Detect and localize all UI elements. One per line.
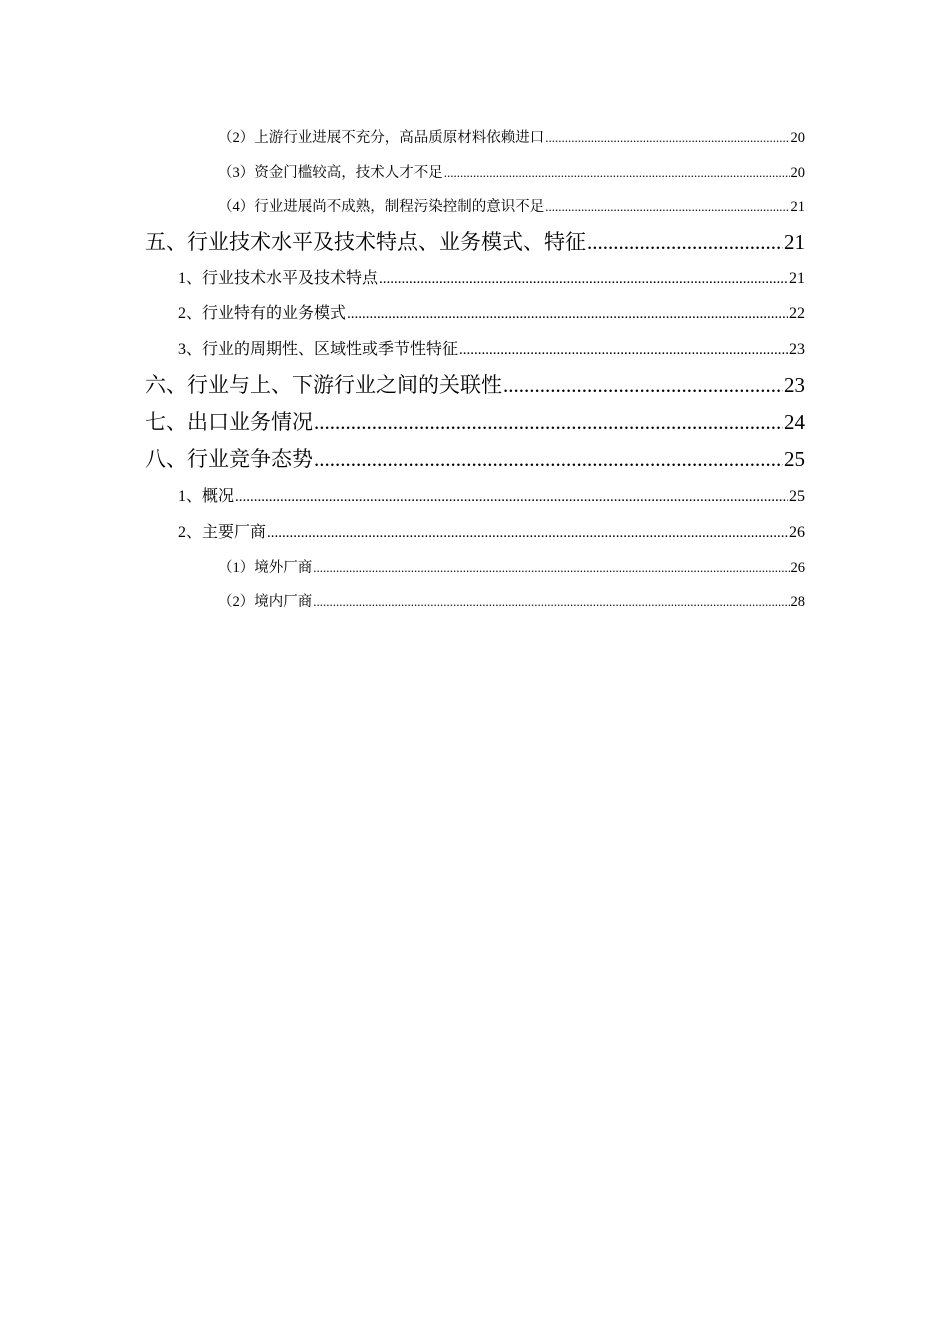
toc-entry[interactable] <box>178 336 805 359</box>
toc-page-number: 20 <box>790 130 805 146</box>
toc-leader-dots <box>587 230 783 255</box>
toc-entry[interactable] <box>145 406 805 436</box>
toc-leader-dots <box>545 199 789 215</box>
toc-entry-label: 2、行业特有的业务模式 <box>178 305 347 322</box>
toc-entry-label: 1、行业技术水平及技术特点 <box>178 270 379 287</box>
toc-leader-dots <box>313 560 789 576</box>
toc-page-number: 21 <box>789 270 805 287</box>
toc-leader-dots <box>503 373 783 398</box>
toc-page-number: 25 <box>784 447 805 471</box>
toc-entry[interactable] <box>218 126 805 147</box>
toc-leader-dots <box>314 447 783 472</box>
toc-entry[interactable] <box>218 161 805 182</box>
toc-page-number: 22 <box>789 305 805 322</box>
toc-entry-label: （1）境外厂商 <box>218 560 313 576</box>
toc-entry-label: 3、行业的周期性、区域性或季节性特征 <box>178 341 459 358</box>
toc-entry-label: 1、概况 <box>178 488 235 505</box>
toc-entry-label: 七、出口业务情况 <box>145 410 313 434</box>
toc-entry[interactable] <box>178 300 805 323</box>
toc-entry-label: 六、行业与上、下游行业之间的关联性 <box>145 373 502 397</box>
toc-leader-dots <box>347 306 788 323</box>
toc-page-number: 23 <box>789 341 805 358</box>
toc-page-number: 28 <box>790 594 805 610</box>
toc-leader-dots <box>545 130 789 146</box>
toc-entry-label: （2）境内厂商 <box>218 594 313 610</box>
toc-entry[interactable] <box>178 519 805 542</box>
toc-page-number: 25 <box>789 488 805 505</box>
toc-entry-label: （2）上游行业进展不充分，高品质原材料依赖进口 <box>218 130 545 146</box>
toc-entry-label: 五、行业技术水平及技术特点、业务模式、特征 <box>145 230 586 254</box>
toc-entry-label: （4）行业进展尚不成熟，制程污染控制的意识不足 <box>218 199 545 215</box>
toc-page-number: 20 <box>790 165 805 181</box>
toc-leader-dots <box>267 525 788 542</box>
toc-page-number: 23 <box>784 373 805 397</box>
toc-leader-dots <box>235 489 788 506</box>
toc-entry[interactable] <box>178 265 805 288</box>
toc-entry[interactable] <box>145 369 805 399</box>
toc-page-number: 21 <box>790 199 805 215</box>
toc-entry[interactable] <box>218 195 805 216</box>
toc-entry-label: 八、行业竞争态势 <box>145 447 313 471</box>
toc-leader-dots <box>314 410 783 435</box>
toc-entry-label: 2、主要厂商 <box>178 524 267 541</box>
toc-entry-label: （3）资金门槛较高，技术人才不足 <box>218 165 443 181</box>
toc-leader-dots <box>313 594 789 610</box>
toc-entry[interactable] <box>145 443 805 473</box>
toc-entry[interactable] <box>218 556 805 577</box>
toc-entry[interactable] <box>178 483 805 506</box>
toc-leader-dots <box>459 342 788 359</box>
toc-page-number: 21 <box>784 230 805 254</box>
toc-leader-dots <box>444 165 790 181</box>
toc-leader-dots <box>379 271 788 288</box>
toc-page-number: 26 <box>790 560 805 576</box>
toc-page-number: 24 <box>784 410 805 434</box>
toc-page-number: 26 <box>789 524 805 541</box>
toc-entry[interactable] <box>218 590 805 611</box>
toc-entry[interactable] <box>145 226 805 256</box>
